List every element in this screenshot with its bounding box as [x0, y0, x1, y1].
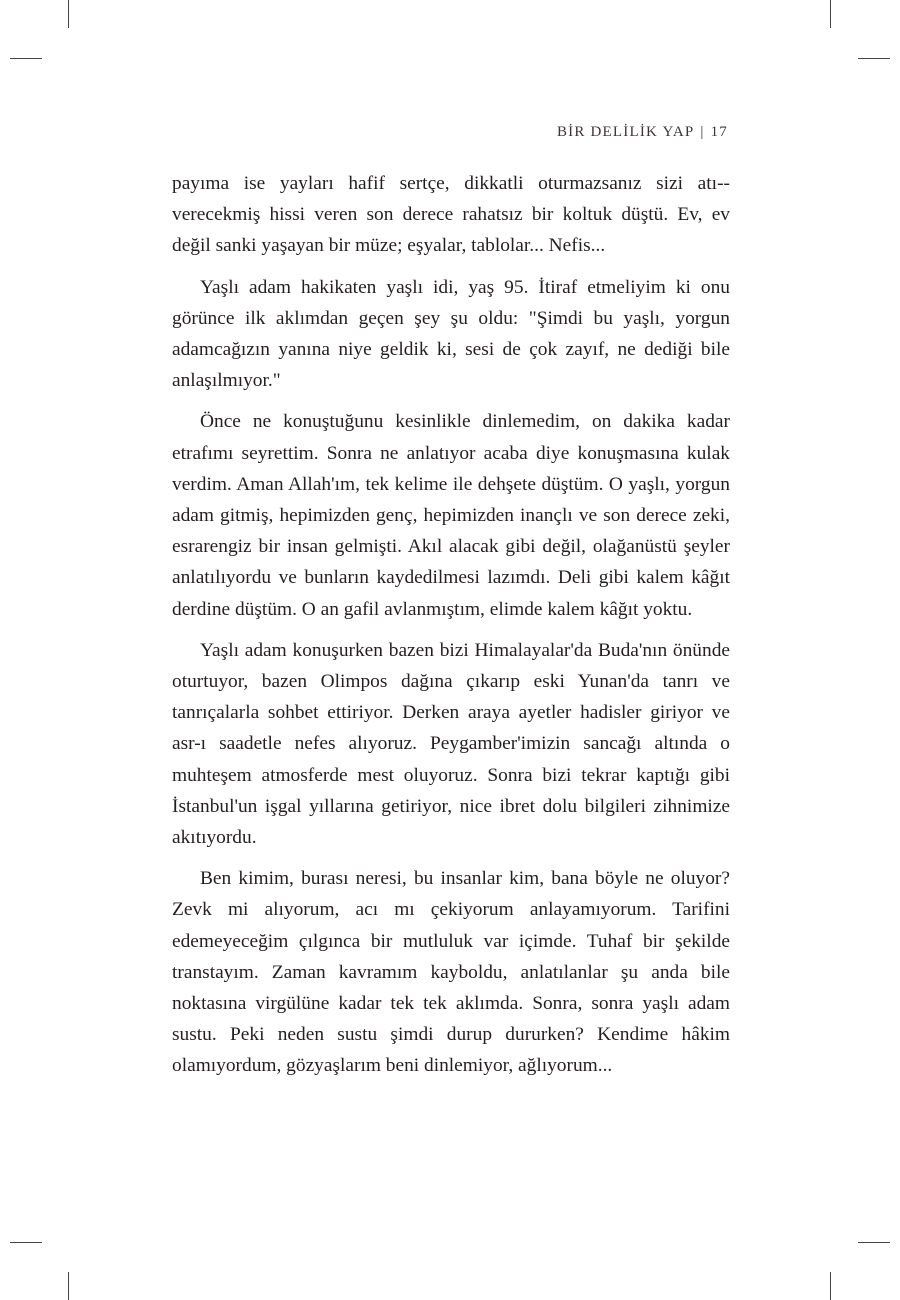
- book-title: BİR DELİLİK YAP: [556, 124, 695, 140]
- paragraph: Yaşlı adam konuşurken bazen bizi Himalayalar'da Buda'nın önünde oturtuyor, bazen Olimpos dağına çıkarıp eski Yunan'da tanrı ve tanrıçalarla sohbet ettiriyor. Derken araya ayetler hadisler giriyor ve asr-ı saadetle nefes alıyoruz. Peygamber'imizin sancağı altında o muhteşem atmosferde mest oluyoruz. Sonra bizi tekrar kaptığı gibi İstanbul'un işgal yıllarına getiriyor, nice ibret dolu bilgileri zihnimize akıtıyordu.: [172, 639, 730, 849]
- paragraph: Yaşlı adam hakikaten yaşlı idi, yaş 95. İtiraf etmeliyim ki onu görünce ilk aklımdan geçen şey şu oldu: "Şimdi bu yaşlı, yorgun adamcağızın yanına niye geldik ki, sesi de çok zayıf, ne dediği bile anlaşılmıyor.": [172, 276, 730, 392]
- crop-mark: [858, 58, 890, 59]
- crop-mark: [830, 0, 831, 28]
- crop-mark: [68, 1272, 69, 1300]
- running-head: [557, 124, 728, 141]
- crop-mark: [830, 1272, 831, 1300]
- crop-mark: [858, 1242, 890, 1243]
- header-separator: |: [700, 124, 705, 140]
- page-body: [172, 168, 730, 1092]
- crop-mark: [10, 58, 42, 59]
- crop-mark: [10, 1242, 42, 1243]
- paragraph: Önce ne konuştuğunu kesinlikle dinlemedim, on dakika kadar etrafımı seyrettim. Sonra ne anlatıyor acaba diye konuşmasına kulak verdim. Aman Allah'ım, tek kelime ile dehşete düştüm. O yaşlı, yorgun adam gitmiş, hepimizden genç, hepimizden inançlı ve son derece zeki, esrarengiz bir insan gelmişti. Akıl alacak gibi değil, olağanüstü şeyler anlatılıyordu ve bunların kaydedilmesi lazımdı. Deli gibi kalem kâğıt derdine düştüm. O an gafil avlanmıştım, elimde kalem kâğıt yoktu.: [172, 411, 730, 620]
- crop-mark: [68, 0, 69, 28]
- paragraph: Ben kimim, burası neresi, bu insanlar kim, bana böyle ne oluyor? Zevk mi alıyorum, acı mı çekiyorum anlayamıyorum. Tarifini edemeyeceğim çılgınca bir mutluluk var içimde. Tuhaf bir şekilde transtayım. Zaman kavramım kayboldu, anlatılanlar şu anda bile noktasına virgülüne kadar tek tek aklımda. Sonra, sonra yaşlı adam sustu. Peki neden sustu şimdi durup dururken? Kendime hâkim olamıyordum, gözyaşlarım beni dinlemiyor, ağlıyorum...: [172, 868, 730, 1077]
- paragraph: payıma ise yayları hafif sertçe, dikkatli oturmazsanız sizi atı-verecekmiş hissi veren son derece rahatsız bir koltuk düştü. Ev, ev değil sanki yaşayan bir müze; eşyalar, tablolar... Nefis...: [172, 173, 730, 257]
- page-number: 17: [710, 124, 728, 140]
